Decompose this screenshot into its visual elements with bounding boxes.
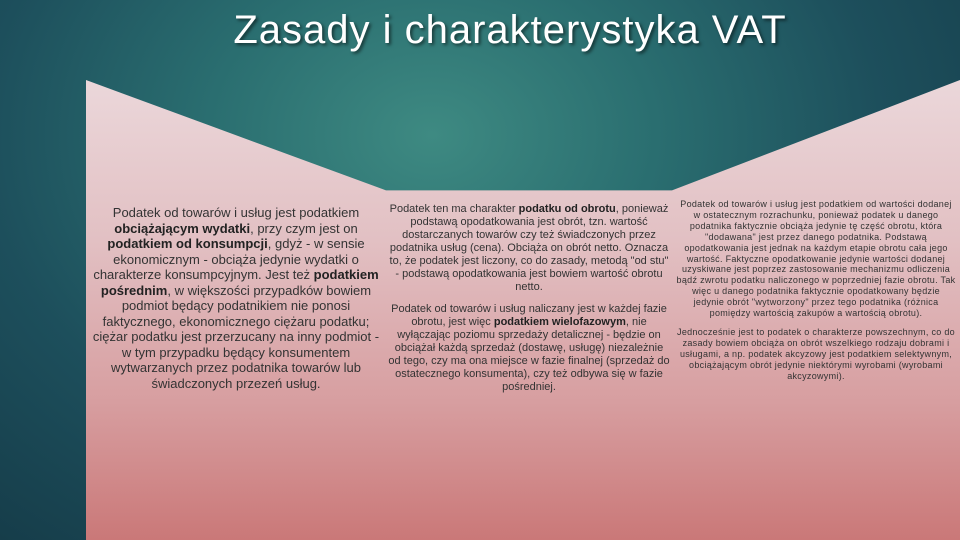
paragraph: Podatek od towarów i usług jest podatkiem od wartości dodanej w ostatecznym rozrachunku, ponieważ podatek u danego podatnika faktycznie obciąża jedynie tę część obrotu, która "dodawana" jest przez danego podatnika. Podstawą opodatkowania jest jednak na każdym etapie obrotu cała jego wartość. Faktyczne opodatkowanie jedynie wartości dodanej uzyskiwane jest poprzez zastosowanie mechanizmu odliczenia bądź zwrotu podatku naliczonego w poprzedniej fazie obrotu. Tak więc u danego podatnika faktycznie opodatkowany będzie jedynie obrót "wytworzony" przez tego podatnika (różnica pomiędzy wartością zakupów a wartością obrotu).: [676, 199, 956, 319]
panel-right-text: [676, 199, 956, 382]
paragraph: [90, 205, 382, 391]
text-run: Podatek od towarów i usług naliczany jest w każdej fazie obrotu, jest więc: [391, 303, 667, 328]
text-run: , nie wyłączając poziomu sprzedaży detalicznej - będzie on obciążał każdą sprzedaż (dostawę, usługę) niezależnie od tego, czy ma ona miejsce w fazie finalnej (sprzedaż do ostatecznego konsumenta), czy też odbywa się w fazie pośredniej.: [388, 316, 670, 393]
bold-term: podatkiem wielofazowym: [493, 316, 626, 328]
text-run: , przy czym jest on: [250, 220, 358, 236]
text-run: , ponieważ podstawą opodatkowania jest obrót, tzn. wartość dostarczanych towarów czy też świadczonych przez podatnika usług (cena). Obciąża on obrót netto. Oznacza to, że podatek jest liczony, co do zasady, metodą "od stu" - podstawą opodatkowania jest bowiem wartość obrotu netto.: [389, 203, 669, 293]
bold-term: podatku od obrotu: [518, 203, 616, 215]
text-run: Podatek od towarów i usług jest podatkiem: [112, 205, 360, 220]
paragraph: Jednocześnie jest to podatek o charakterze powszechnym, co do zasady bowiem obciąża on obrót wszelkiego rodzaju dobrami i usługami, a np. podatek akcyzowy jest podatkiem selektywnym, obciążającym obrót jedynie niektórymi wyrobami (wyrobami akcyzowymi).: [677, 326, 955, 381]
text-run: , w większości przypadków bowiem podmiot będący podatnikiem nie ponosi faktycznego, ekonomicznego ciężaru podatku; ciężar podatku jest przerzucany na inny podmiot - w tym przypadku będący konsumentem wytwarzanych przez podatnika towarów lub świadczonych przezeń usług.: [92, 282, 380, 391]
bold-term: podatkiem pośrednim: [100, 267, 379, 298]
text-run: , gdyż - w sensie ekonomicznym - obciąża jedynie wydatki o charakterze konsumpcyjnym. Jest też: [93, 236, 365, 282]
paragraph: [388, 303, 670, 394]
panel-middle-text: [388, 203, 670, 394]
bold-term: podatkiem od konsumpcji: [107, 236, 268, 251]
paragraph: [388, 203, 670, 294]
bold-term: obciążającym wydatki: [114, 220, 251, 236]
panel-left-text: [90, 205, 382, 391]
text-run: Podatek ten ma charakter: [389, 203, 519, 215]
slide-title: Zasady i charakterystyka VAT: [233, 8, 787, 52]
